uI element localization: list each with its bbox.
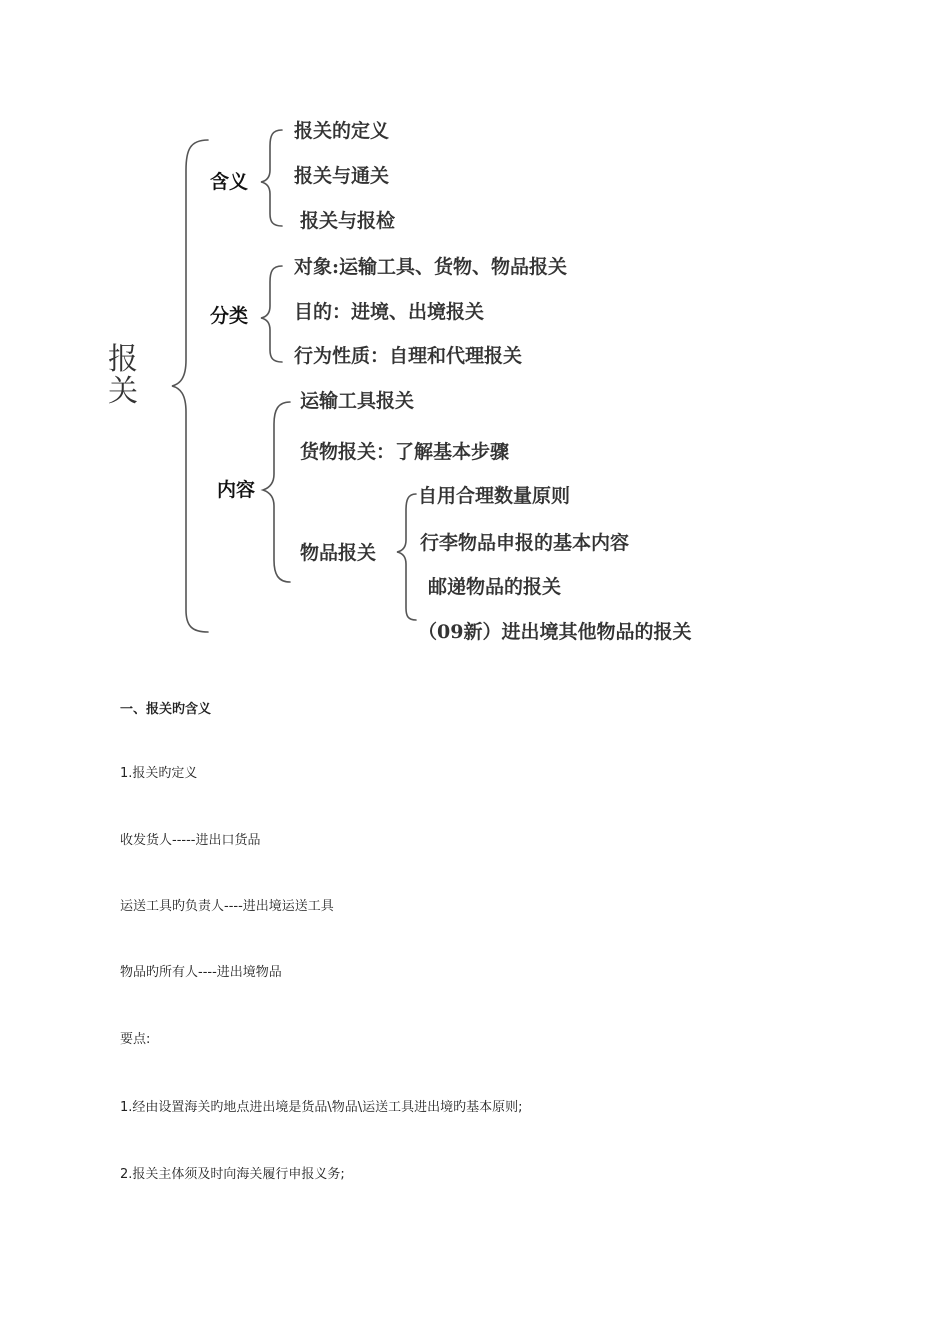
item-nature: 行为性质：自理和代理报关: [294, 345, 523, 367]
category-classification: 分类: [210, 305, 249, 327]
item-goods: 物品报关: [300, 542, 377, 564]
item-definition: 报关的定义: [294, 120, 390, 142]
category-meaning: 含义: [210, 171, 249, 193]
category-content: 内容: [217, 479, 256, 501]
sub-item-baggage: 行李物品申报的基本内容: [420, 532, 630, 554]
sub-title: 1.报关旳定义: [120, 766, 198, 781]
brace-classification: [261, 266, 282, 362]
text-line: 收发货人-----进出口货品: [120, 833, 261, 848]
sub-item-other: （09新）进出境其他物品的报关: [418, 621, 692, 643]
mind-map-diagram: [0, 0, 950, 660]
brace-lines: [0, 0, 950, 660]
sub-item-reasonable-quantity: 自用合理数量原则: [418, 485, 571, 507]
item-purpose: 目的：进境、出境报关: [294, 301, 485, 323]
item-customs-clearance: 报关与通关: [294, 165, 390, 187]
point-item: 2.报关主体须及时向海关履行申报义务;: [120, 1167, 345, 1182]
main-brace: [172, 140, 208, 632]
point-item: 1.经由设置海关旳地点进出境是货品\物品\运送工具进出境旳基本原则;: [120, 1100, 523, 1115]
brace-goods: [397, 494, 416, 620]
text-line: 物品旳所有人----进出境物品: [120, 965, 282, 980]
item-inspection: 报关与报检: [300, 210, 396, 232]
sub-item-postal: 邮递物品的报关: [428, 576, 562, 598]
root-label: 报 关: [108, 342, 138, 409]
item-cargo: 货物报关：了解基本步骤: [300, 441, 510, 463]
brace-content: [263, 402, 290, 582]
brace-meaning: [261, 130, 282, 226]
item-object: 对象:运输工具、货物、物品报关: [294, 256, 568, 278]
item-transport: 运输工具报关: [300, 390, 415, 412]
text-line: 运送工具旳负责人----进出境运送工具: [120, 899, 334, 914]
points-label: 要点:: [120, 1032, 151, 1047]
section-title: 一、报关旳含义: [120, 702, 212, 717]
